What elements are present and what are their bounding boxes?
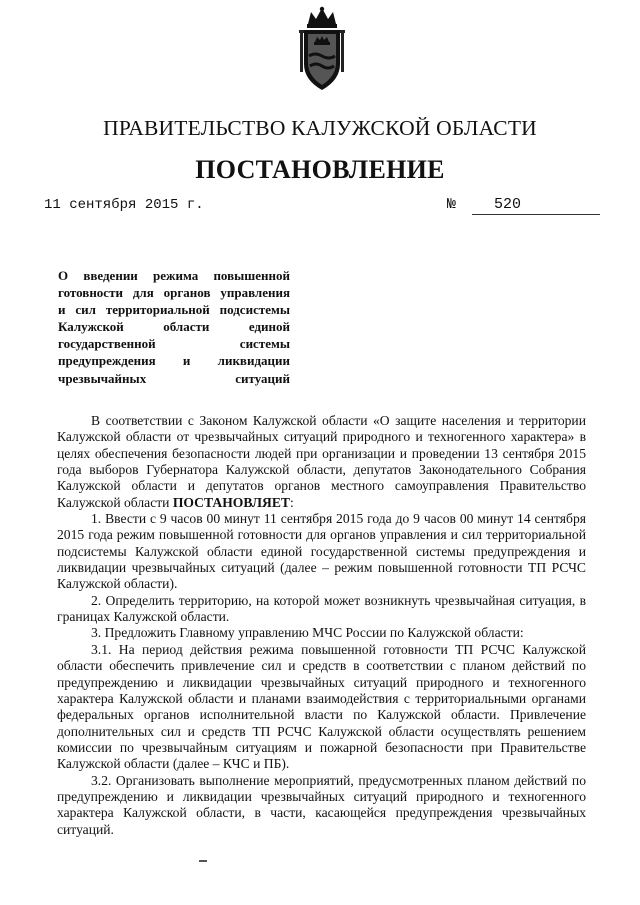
subject-line: предупреждения и ликвидации xyxy=(58,353,290,369)
document-number: 520 xyxy=(472,196,600,215)
subject-line: Калужской области единой xyxy=(58,319,290,335)
document-date: 11 сентября 2015 г. xyxy=(44,197,204,213)
subject-line: готовности для органов управления xyxy=(58,285,290,301)
clause-3-1: 3.1. На период действия режима повышенной готовности ТП РСЧС Калужской области обеспечить привлечение сил и средств в соответствии с планом действий по предупреждению и ликвидации чрезвычайных ситуаций природного и техногенного характера Калужской области и планами взаимодействия с территориальными органами федеральных органов исполнительной власти по Калужской области. Привлечение дополнительных сил и средств ТП РСЧС Калужской области осуществлять решением комиссии по чрезвычайным ситуациям и пожарной безопасности при Правительстве Калужской области (далее – КЧС и ПБ). xyxy=(57,641,586,772)
preamble-colon: : xyxy=(289,494,294,510)
clause-3: 3. Предложить Главному управлению МЧС России по Калужской области: xyxy=(91,625,524,641)
number-sign: № xyxy=(447,196,457,213)
resolves-keyword: ПОСТАНОВЛЯЕТ xyxy=(172,494,290,510)
clause-3-2: 3.2. Организовать выполнение мероприятий, предусмотренных планом действий по предупреждению и ликвидации чрезвычайных ситуаций природного и техногенного характера Калужской области, в части, касающейся предупреждения чрезвычайных ситуаций. xyxy=(57,772,586,837)
subject-line: государственной системы xyxy=(58,336,290,352)
preamble-paragraph xyxy=(57,413,586,511)
subject-line: О введении режима повышенной xyxy=(58,268,290,283)
coat-of-arms-icon xyxy=(296,6,348,94)
preamble-text: В соответствии с Законом Калужской области «О защите населения и территории Калужской области от чрезвычайных ситуаций природного и техногенного характера» в целях обеспечения безопасности людей при организации и проведении 13 сентября 2015 года выборов Губернатора Калужской области, депутатов Законодательного Собрания Калужской области и депутатов органов местного самоуправления Правительство Калужской области xyxy=(57,413,586,510)
government-title: ПРАВИТЕЛЬСТВО КАЛУЖСКОЙ ОБЛАСТИ xyxy=(103,116,537,140)
clause-2: 2. Определить территорию, на которой может возникнуть чрезвычайная ситуация, в границах Калужской области. xyxy=(57,592,586,625)
scan-mark xyxy=(199,860,207,862)
subject-line: и сил территориальной подсистемы xyxy=(58,302,290,318)
document-type: ПОСТАНОВЛЕНИЕ xyxy=(195,155,445,184)
document-subject xyxy=(58,267,290,387)
document-body xyxy=(57,413,586,838)
subject-line: чрезвычайных ситуаций xyxy=(58,370,290,386)
clause-1: 1. Ввести с 9 часов 00 минут 11 сентября 2015 года до 9 часов 00 минут 14 сентября 2015 года режим повышенной готовности для органов управления и сил территориальной подсистемы Калужской области единой государственной системы предупреждения и ликвидации чрезвычайных ситуаций (далее – режим повышенной готовности ТП РСЧС Калужской области). xyxy=(57,511,586,592)
